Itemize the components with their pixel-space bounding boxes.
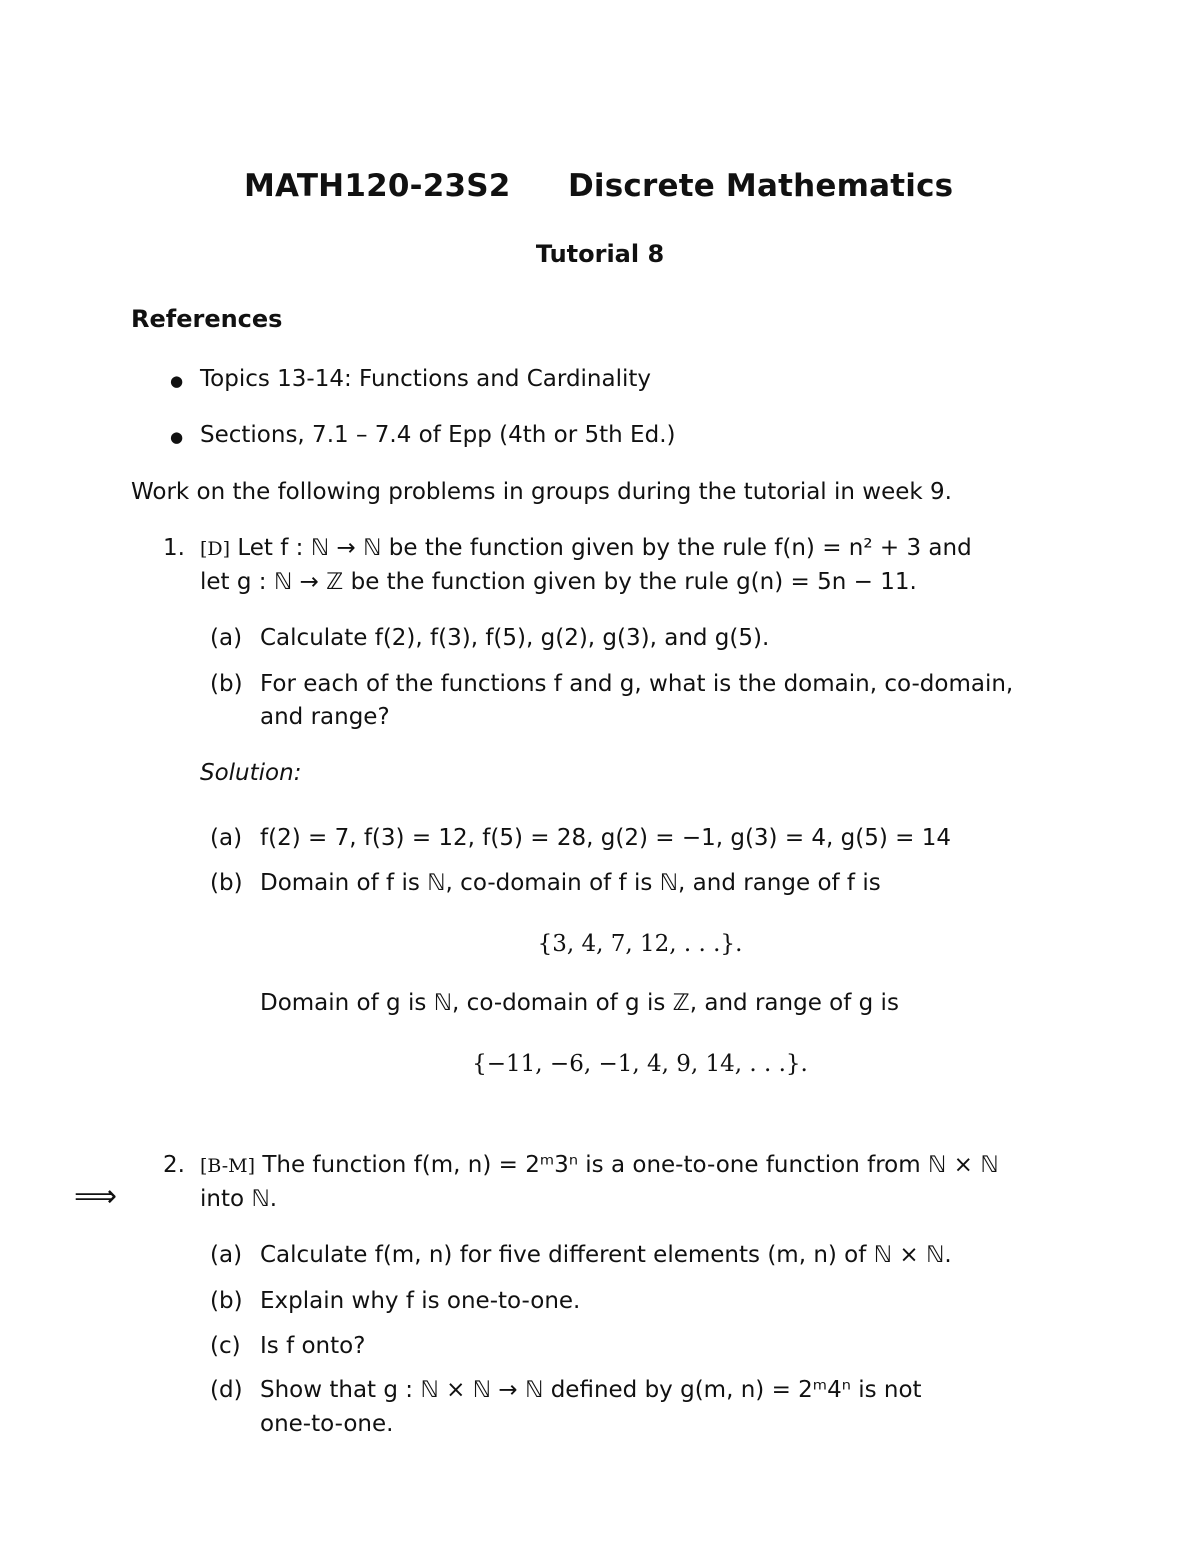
problem-1-line-2: let g : ℕ → ℤ be the function given by the rule g(n) = 5n − 11. xyxy=(200,569,917,595)
solution-part-b-g: Domain of g is ℕ, co-domain of g is ℤ, and range of g is xyxy=(260,990,899,1016)
solution-part-a: f(2) = 7, f(3) = 12, f(5) = 28, g(2) = −1, g(3) = 4, g(5) = 14 xyxy=(260,825,952,851)
part-label: (b) xyxy=(210,1288,243,1314)
solution-part-b-f: Domain of f is ℕ, co-domain of f is ℕ, and range of f is xyxy=(260,870,881,896)
problem-1-part-b-line-1: For each of the functions f and g, what is the domain, co-domain, xyxy=(260,671,1014,697)
problem-2-part-a: Calculate f(m, n) for five different elements (m, n) of ℕ × ℕ. xyxy=(260,1242,952,1268)
part-label: (a) xyxy=(210,1242,243,1268)
solution-label: Solution: xyxy=(200,760,302,786)
range-of-g-set: {−11, −6, −1, 4, 9, 14, . . .}. xyxy=(472,1051,808,1077)
problem-1-part-b-line-2: and range? xyxy=(260,704,390,730)
intro-text: Work on the following problems in groups during the tutorial in week 9. xyxy=(131,479,952,505)
part-label: (d) xyxy=(210,1377,243,1403)
double-arrow-icon: ⟹ xyxy=(74,1179,118,1214)
part-label: (c) xyxy=(210,1333,241,1359)
reference-item-sections: Sections, 7.1 – 7.4 of Epp (4th or 5th Ed.) xyxy=(200,422,676,448)
problem-2-line-2: into ℕ. xyxy=(200,1186,278,1212)
part-label: (b) xyxy=(210,870,243,896)
problem-2-part-d-line-1: Show that g : ℕ × ℕ → ℕ defined by g(m, n) = 2ᵐ4ⁿ is not xyxy=(260,1377,922,1403)
problem-2-line-1 xyxy=(200,1149,999,1183)
difficulty-tag: [D] xyxy=(200,538,231,560)
problem-1-line-1 xyxy=(200,532,972,566)
problem-2-number: 2. xyxy=(163,1152,185,1178)
problem-2-statement: The function f(m, n) = 2ᵐ3ⁿ is a one-to-one function from ℕ × ℕ xyxy=(262,1152,999,1178)
range-of-f-set: {3, 4, 7, 12, . . .}. xyxy=(537,931,743,957)
part-label: (b) xyxy=(210,671,243,697)
references-heading: References xyxy=(131,305,283,333)
problem-1-number: 1. xyxy=(163,535,185,561)
problem-1-statement: Let f : ℕ → ℕ be the function given by the rule f(n) = n² + 3 and xyxy=(237,535,972,561)
part-label: (a) xyxy=(210,825,243,851)
tutorial-title: Tutorial 8 xyxy=(535,240,665,268)
problem-2-part-d-line-2: one-to-one. xyxy=(260,1411,394,1437)
problem-2-part-b: Explain why f is one-to-one. xyxy=(260,1288,581,1314)
course-subject: Discrete Mathematics xyxy=(568,168,954,204)
problem-1-part-a: Calculate f(2), f(3), f(5), g(2), g(3), and g(5). xyxy=(260,625,770,651)
reference-item-topics: Topics 13-14: Functions and Cardinality xyxy=(200,366,652,392)
difficulty-tag: [B-M] xyxy=(200,1155,256,1177)
bullet-icon: ● xyxy=(170,372,184,390)
course-code: MATH120-23S2 xyxy=(244,168,511,204)
part-label: (a) xyxy=(210,625,243,651)
bullet-icon: ● xyxy=(170,428,184,446)
problem-2-part-c: Is f onto? xyxy=(260,1333,366,1359)
